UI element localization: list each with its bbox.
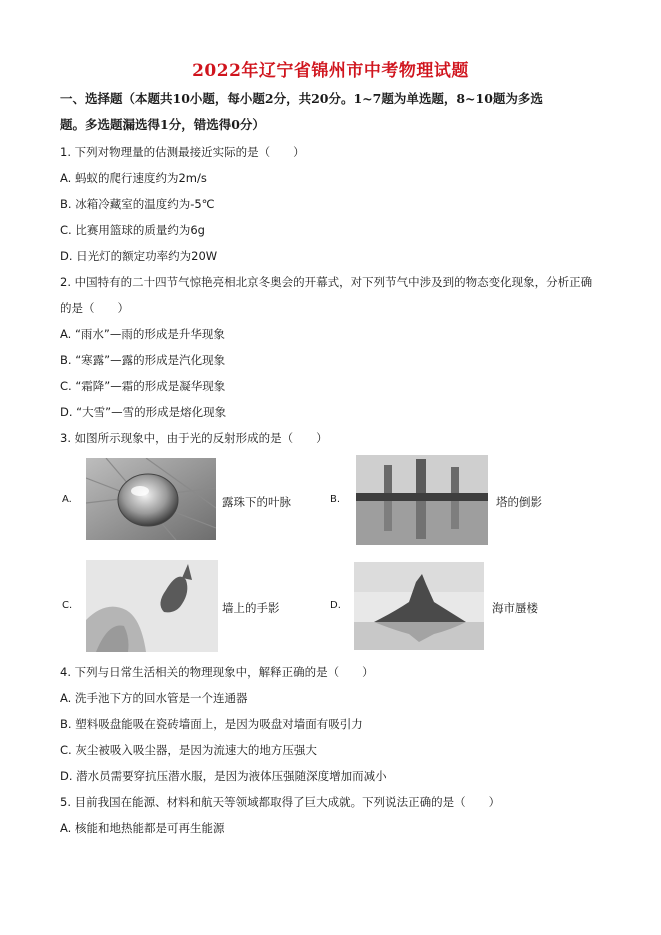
q3-option-b-caption: 塔的倒影	[496, 495, 542, 509]
q1-option-b: B. 冰箱冷藏室的温度约为-5℃	[60, 197, 215, 211]
page-title: 2022年辽宁省锦州市中考物理试题	[192, 61, 469, 81]
q3-option-a-letter: A.	[62, 494, 72, 505]
q1-option-a: A. 蚂蚁的爬行速度约为2m/s	[60, 171, 207, 185]
q2-option-d: D. “大雪”—雪的形成是熔化现象	[60, 405, 227, 419]
q4-option-a: A. 洗手池下方的回水管是一个连通器	[60, 691, 248, 705]
q2-stem-line2: 的是（ ）	[60, 301, 129, 315]
q3-option-d-caption: 海市蜃楼	[492, 601, 538, 615]
q2-option-b: B. “寒露”—露的形成是汽化现象	[60, 353, 226, 367]
q1-option-c: C. 比赛用篮球的质量约为6g	[60, 223, 205, 237]
dewdrop-leaf-image	[86, 458, 216, 540]
pagoda-reflection-image	[356, 455, 488, 545]
section-header-line2: 题。多选题漏选得1分，错选得0分）	[60, 117, 265, 132]
q3-option-c-letter: C.	[62, 600, 73, 611]
mirage-image	[354, 562, 484, 650]
q1-stem: 1. 下列对物理量的估测最接近实际的是（ ）	[60, 145, 305, 159]
q3-option-c-caption: 墙上的手影	[222, 601, 280, 615]
q3-stem: 3. 如图所示现象中，由于光的反射形成的是（ ）	[60, 431, 328, 445]
section-header-line1: 一、选择题（本题共10小题，每小题2分，共20分。1~7题为单选题，8~10题为多选	[60, 91, 543, 106]
q5-option-a: A. 核能和地热能都是可再生能源	[60, 821, 225, 835]
section-header	[60, 86, 620, 138]
q4-option-d: D. 潜水员需要穿抗压潜水服，是因为液体压强随深度增加而减小	[60, 769, 387, 783]
q5-stem: 5. 目前我国在能源、材料和航天等领域都取得了巨大成就。下列说法正确的是（ ）	[60, 795, 501, 809]
hand-shadow-image	[86, 560, 218, 652]
q2-option-a: A. “雨水”—雨的形成是升华现象	[60, 327, 225, 341]
q3-option-b-letter: B.	[330, 494, 341, 505]
q1-option-d: D. 日光灯的额定功率约为20W	[60, 249, 218, 263]
q4-option-c: C. 灰尘被吸入吸尘器，是因为流速大的地方压强大	[60, 743, 317, 757]
q2-stem-line1: 2. 中国特有的二十四节气惊艳亮相北京冬奥会的开幕式，对下列节气中涉及到的物态变化现象，分析正确	[60, 275, 593, 289]
q3-option-d-letter: D.	[330, 600, 341, 611]
q4-stem: 4. 下列与日常生活相关的物理现象中，解释正确的是（ ）	[60, 665, 374, 679]
q2-option-c: C. “霜降”—霜的形成是凝华现象	[60, 379, 226, 393]
q3-option-a-caption: 露珠下的叶脉	[222, 495, 291, 509]
q4-option-b: B. 塑料吸盘能吸在瓷砖墙面上，是因为吸盘对墙面有吸引力	[60, 717, 363, 731]
